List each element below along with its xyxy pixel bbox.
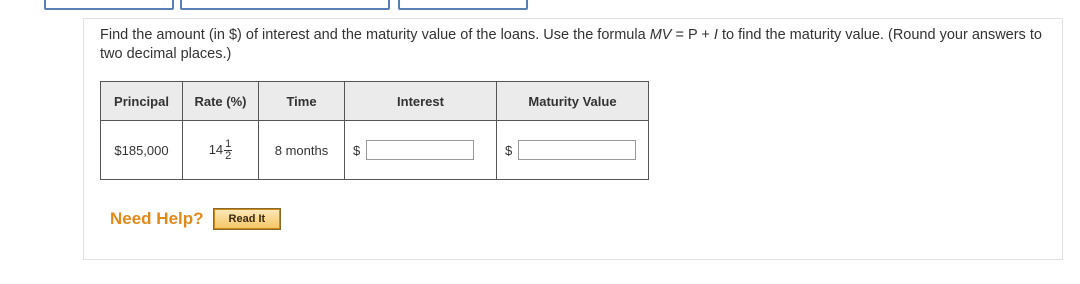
header-principal: Principal: [101, 82, 183, 121]
cell-rate: [183, 121, 259, 180]
header-time: Time: [259, 82, 345, 121]
interest-input[interactable]: [366, 140, 474, 160]
cell-interest: [345, 121, 497, 180]
tab-box[interactable]: [180, 0, 390, 10]
formula-i: I: [713, 27, 718, 43]
tab-box[interactable]: [398, 0, 528, 10]
header-maturity-value: Maturity Value: [497, 82, 649, 121]
top-strip: [0, 0, 1080, 20]
question-text-part: to find the maturity value. (Round your answers to two decimal places.): [100, 27, 1042, 62]
question-text-part: Find the amount (in $) of interest and the maturity value of the loans. Use the formula: [100, 27, 650, 43]
table-header-row: [101, 82, 649, 121]
header-interest: Interest: [345, 82, 497, 121]
rate-numerator: 1: [225, 137, 232, 150]
formula-eq: = P +: [671, 27, 714, 43]
rate-whole: 14: [208, 141, 224, 157]
maturity-value-input[interactable]: [518, 140, 636, 160]
header-rate: Rate (%): [183, 82, 259, 121]
rate-fraction: [224, 139, 232, 162]
question-panel: [83, 18, 1063, 260]
table-row: [101, 121, 649, 180]
question-text: [100, 26, 1048, 64]
interest-currency: $: [353, 142, 361, 158]
tab-box[interactable]: [44, 0, 174, 10]
read-it-button[interactable]: Read It: [214, 209, 281, 229]
cell-principal: $185,000: [101, 121, 183, 180]
help-row: [110, 209, 280, 229]
formula-mv: MV: [649, 27, 672, 43]
cell-maturity-value: [497, 121, 649, 180]
maturity-currency: $: [505, 142, 513, 158]
need-help-label: Need Help?: [110, 209, 204, 228]
cell-time: 8 months: [259, 121, 345, 180]
loans-table: [100, 81, 649, 180]
rate-denominator: 2: [225, 149, 232, 162]
